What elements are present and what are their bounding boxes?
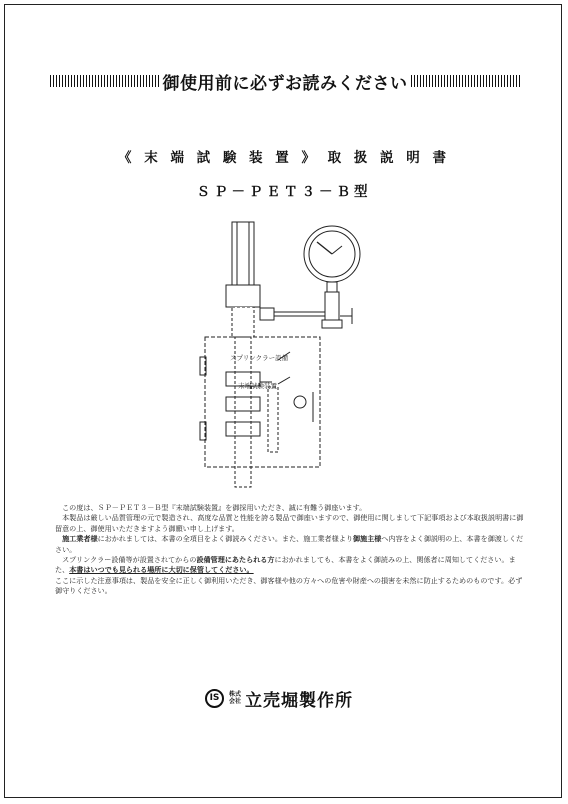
caution-heading: 御使用前に必ずお読みください — [162, 73, 408, 94]
caution-heading-row — [50, 68, 520, 94]
branch-pipe — [260, 292, 352, 328]
riser-pipe — [226, 222, 260, 337]
drawing-label-device: 末端試験装置 — [238, 382, 277, 390]
drawing-label-sprinkler: スプリンクラー設備 — [230, 354, 289, 362]
company-logo — [205, 686, 353, 710]
model-number: ＳＰ－ＰＥＴ３－Ｂ型 — [196, 184, 372, 200]
paragraph-4: スプリンクラー設備等が設置されてからの設備管理にあたられる方におかれましても、本書をよく御読みの上、関係者に周知してください。また、本書はいつでも見られる場所に大切に保管してください。 — [55, 555, 516, 575]
paragraph-3: 施工業者様におかれましては、本書の全項目をよく御読みください。また、施工業者様より御施主様へ内容をよく御説明の上、本書を御渡しください。 — [55, 534, 524, 554]
heading-hatch-right — [411, 75, 521, 87]
company-mark-icon: IS — [205, 689, 224, 708]
paragraph-1: この度は、ＳＰ－ＰＥＴ３－Ｂ型『末端試験装置』を御採用いただき、誠に有難う御座います。 — [62, 503, 367, 512]
company-type: 株式 会社 — [229, 691, 242, 705]
paragraph-5: ここに示した注意事項は、製品を安全に正しく御利用いただき、御客様や他の方々への危害や財産への損害を未然に防止するためのものです。必ず御守りください。 — [55, 575, 523, 596]
introduction-text — [55, 503, 525, 597]
device-drawing — [180, 212, 380, 497]
manual-title: 《 末 端 試 験 装 置 》 取 扱 説 明 書 — [118, 150, 450, 166]
paragraph-2: 本製品は厳しい品質管理の元で製造され、高度な品質と性能を誇る製品で御座いますので、御使用に関しまして下記事項および本取扱説明書に御留意の上、御使用いただきますよう御願い申し上げます。 — [55, 513, 524, 533]
pressure-gauge-icon — [304, 226, 360, 292]
heading-hatch-left — [50, 75, 160, 87]
company-name: 立売堀製作所 — [245, 690, 354, 711]
